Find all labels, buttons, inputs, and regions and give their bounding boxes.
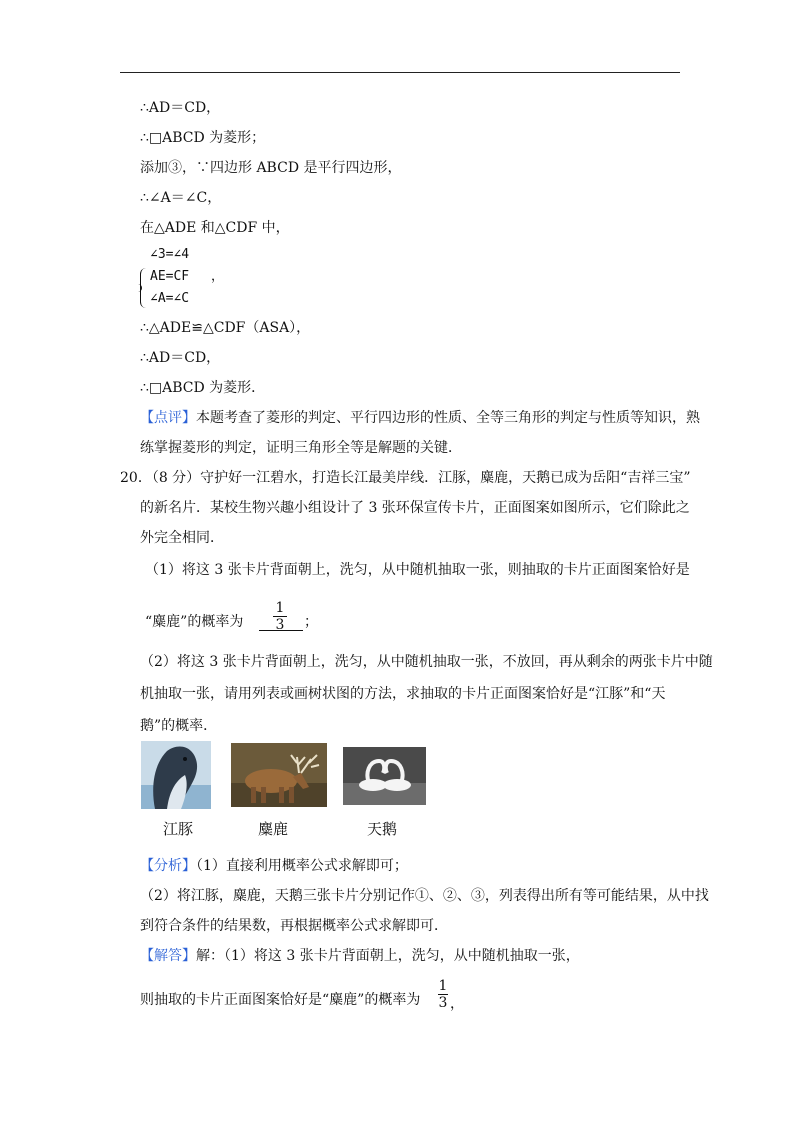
part-2-line-2: 机抽取一张，请用列表或画树状图的方法，求抽取的卡片正面图案恰好是“江豚”和“天: [140, 686, 666, 702]
swan-image: [343, 747, 426, 805]
analysis-line-1: [140, 856, 408, 876]
comment-line-1: [140, 408, 700, 428]
answer-2-numerator: 1: [438, 978, 448, 994]
header-rule: [120, 72, 680, 73]
analysis-line-3: 到符合条件的结果数，再根据概率公式求解即可．: [140, 918, 448, 934]
system-eq-2: [150, 266, 224, 288]
line-ad-eq-cd-2: ∴AD＝CD，: [140, 350, 221, 366]
question-20-line-1: 20．（8 分）守护好一江碧水，打造长江最美岸线．江豚，麋鹿，天鹅已成为岳阳“吉祥三宝”: [120, 470, 691, 486]
elk-image: [231, 743, 327, 807]
part-2-line-3: 鹅”的概率．: [140, 718, 218, 734]
answer-line-2: 则抽取的卡片正面图案恰好是“麋鹿”的概率为: [140, 992, 421, 1008]
caption-swan: 天鹅: [367, 820, 398, 838]
part-2-line-1: （2）将这 3 张卡片背面朝上，洗匀，从中随机抽取一张，不放回，再从剩余的两张卡片中随: [140, 654, 713, 670]
question-20-line-2: 的新名片．某校生物兴趣小组设计了 3 张环保宣传卡片，正面图案如图所示，它们除此之: [140, 500, 690, 516]
answer-text-1: 解：（1）将这 3 张卡片背面朝上，洗匀，从中随机抽取一张，: [196, 948, 580, 964]
system-eq-2-comma: ，: [210, 269, 224, 284]
comment-line-2: 练掌握菱形的判定，证明三角形全等是解题的关键．: [140, 440, 462, 456]
system-eq-3: ∠A=∠C: [150, 291, 190, 306]
answer-fraction: [272, 600, 288, 633]
answer-2-comma: ，: [450, 996, 464, 1012]
line-ad-eq-cd-1: ∴AD＝CD，: [140, 100, 221, 116]
caption-finless-porpoise: 江豚: [163, 820, 194, 838]
line-rhombus-2: ∴□ABCD 为菱形．: [140, 380, 266, 396]
comment-tag: 【点评】: [140, 410, 196, 426]
part-1-line-2: “麋鹿”的概率为: [145, 614, 244, 630]
line-add-condition-3: 添加③，∵四边形 ABCD 是平行四边形，: [140, 160, 402, 176]
line-angle-a-eq-c: ∴∠A＝∠C，: [140, 190, 222, 206]
analysis-text-1: （1）直接利用概率公式求解即可；: [196, 858, 408, 874]
answer-2-fraction: [437, 978, 449, 1011]
part-1-semicolon: ；: [304, 614, 318, 630]
answer-tag: 【解答】: [140, 948, 196, 964]
fraction-numerator: 1: [275, 600, 285, 616]
system-eq-1: ∠3=∠4: [150, 247, 190, 262]
fraction-denominator: 3: [275, 617, 285, 633]
line-rhombus-1: ∴□ABCD 为菱形；: [140, 130, 266, 146]
system-eq-2-text: AE=CF: [150, 269, 190, 284]
part-1-line-1: （1）将这 3 张卡片背面朝上，洗匀，从中随机抽取一张，则抽取的卡片正面图案恰好是: [145, 562, 690, 578]
finless-porpoise-image: [141, 741, 211, 809]
line-congruent: ∴△ADE≌△CDF（ASA），: [140, 320, 311, 336]
analysis-tag: 【分析】: [140, 858, 196, 874]
comment-text-1: 本题考查了菱形的判定、平行四边形的性质、全等三角形的判定与性质等知识，熟: [196, 410, 700, 426]
caption-elk: 麋鹿: [258, 820, 289, 838]
line-in-triangles: 在△ADE 和△CDF 中，: [140, 220, 290, 236]
question-20-line-3: 外完全相同．: [140, 530, 224, 546]
analysis-line-2: （2）将江豚，麋鹿，天鹅三张卡片分别记作①、②、③，列表得出所有等可能结果，从中找: [140, 888, 709, 904]
answer-line-1: [140, 946, 580, 966]
answer-2-denominator: 3: [438, 995, 448, 1011]
